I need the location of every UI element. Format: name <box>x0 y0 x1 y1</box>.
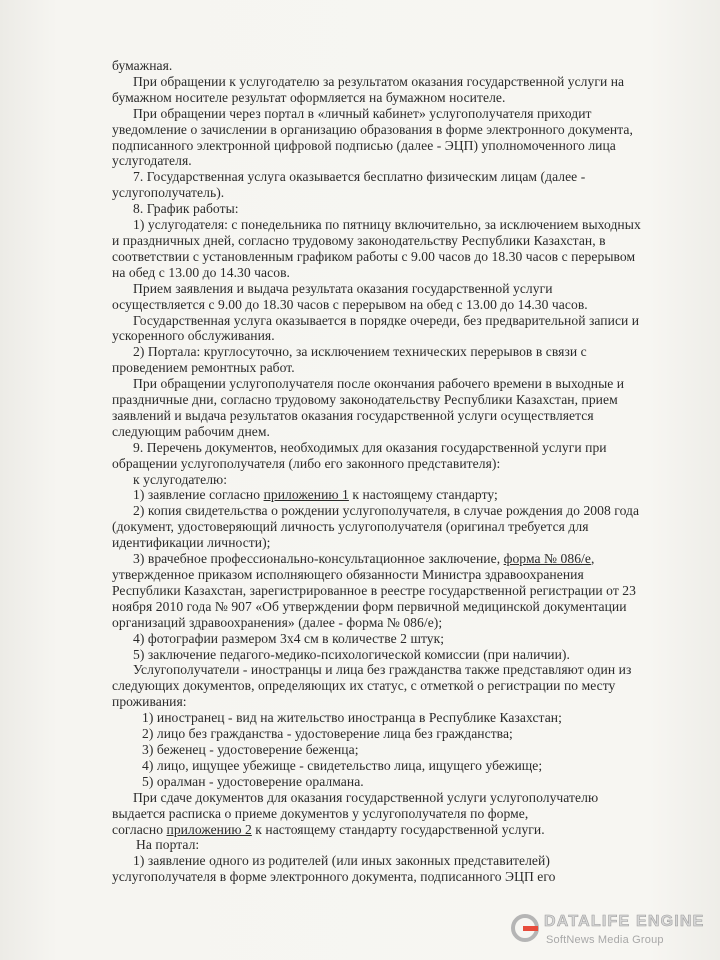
text-line <box>112 822 672 838</box>
text-line <box>112 313 672 329</box>
text-line <box>112 328 672 344</box>
text-line <box>112 297 672 313</box>
line-text: идентификации личности); <box>112 535 271 551</box>
watermark-subtitle: SoftNews Media Group <box>546 934 664 946</box>
text-line <box>112 169 672 185</box>
text-line <box>112 567 672 583</box>
watermark <box>510 905 720 960</box>
text-line <box>112 106 672 122</box>
text-line <box>112 790 672 806</box>
line-text: 2) лицо без гражданства - удостоверение лица без гражданства; <box>142 726 513 742</box>
document-link[interactable]: форма № 086/е <box>503 551 591 567</box>
line-text: и праздничных дней, согласно трудовому законодательству Республики Казахстан, в <box>112 232 606 248</box>
text-line <box>112 487 672 503</box>
line-text: На портал: <box>136 837 200 853</box>
line-text: 1) заявление одного из родителей (или иных законных представителей) <box>133 853 550 869</box>
text-line <box>112 408 672 424</box>
line-text: на обед с 13.00 до 14.30 часов. <box>112 264 290 280</box>
text-line <box>112 774 672 790</box>
line-text: 4) фотографии размером 3х4 см в количестве 2 штук; <box>133 630 445 646</box>
line-text: 8. График работы: <box>133 201 239 217</box>
text-line <box>112 631 672 647</box>
line-text: Государственная услуга оказывается в порядке очереди, без предварительной записи и <box>133 312 640 328</box>
text-line <box>112 265 672 281</box>
line-text: 9. Перечень документов, необходимых для оказания государственной услуги при <box>133 439 607 455</box>
text-line <box>112 440 672 456</box>
line-text: услугополучателя в форме электронного документа, подписанного ЭЦП его <box>112 869 556 885</box>
document-link[interactable]: приложению 1 <box>263 487 349 503</box>
line-text: выдается расписка о приеме документов у услугополучателя по форме, <box>112 805 529 821</box>
line-text-after-link: к настоящему стандарту государственной услуги. <box>251 821 545 837</box>
text-line <box>112 837 672 853</box>
text-line <box>112 424 672 440</box>
text-line <box>112 583 672 599</box>
line-text: проведением ремонтных работ. <box>112 360 295 376</box>
line-text: следующим рабочим днем. <box>112 423 270 439</box>
text-line <box>112 58 672 74</box>
text-line <box>112 551 672 567</box>
text-line <box>112 233 672 249</box>
line-text: заявлений и выдача результатов оказания государственной услуги осуществляется <box>112 407 594 423</box>
text-line <box>112 662 672 678</box>
text-line <box>112 249 672 265</box>
text-line <box>112 456 672 472</box>
text-line <box>112 710 672 726</box>
text-line <box>112 853 672 869</box>
line-text-after-link: , <box>590 551 595 567</box>
line-text: 2) копия свидетельства о рождении услугополучателя, в случае рождения до 2008 года <box>133 503 640 519</box>
line-text: услугополучатель). <box>112 185 225 201</box>
document-body <box>112 58 672 885</box>
text-line <box>112 806 672 822</box>
text-line <box>112 742 672 758</box>
line-text: к услугодателю: <box>133 471 228 487</box>
text-line <box>112 503 672 519</box>
line-text: При обращении через портал в «личный кабинет» услугополучателя приходит <box>133 105 592 121</box>
line-text: уведомление о зачислении в организацию образования в форме электронного документа, <box>112 121 633 137</box>
text-line <box>112 376 672 392</box>
line-text: праздничные дни, согласно трудовому законодательству Республики Казахстан, прием <box>112 392 618 408</box>
line-text: ускоренного обслуживания. <box>112 328 275 344</box>
line-text: следующих документов, определяющих их статус, с отметкой о регистрации по месту <box>112 678 616 694</box>
text-line <box>112 153 672 169</box>
line-text: 1) иностранец - вид на жительство иностранца в Республике Казахстан; <box>142 710 562 726</box>
text-line <box>112 758 672 774</box>
line-text: 3) беженец - удостоверение беженца; <box>142 741 359 757</box>
text-line <box>112 599 672 615</box>
text-line <box>112 217 672 233</box>
text-line <box>112 281 672 297</box>
line-text: При обращении услугополучателя после окончания рабочего времени в выходные и <box>133 376 625 392</box>
text-line <box>112 185 672 201</box>
text-line <box>112 615 672 631</box>
line-text: 3) врачебное профессионально-консультационное заключение, <box>133 551 504 567</box>
line-text: Республики Казахстан, зарегистрированное в реестре государственной регистрации от 23 <box>112 582 636 598</box>
line-text: согласно <box>112 821 167 837</box>
line-text: соответствии с установленным графиком работы с 9.00 часов до 18.30 часов с перерывом <box>112 248 636 264</box>
line-text: 5) заключение педагого-медико-психологической комиссии (при наличии). <box>133 646 570 662</box>
line-text: При обращении к услугодателю за результатом оказания государственной услуги на <box>133 73 625 89</box>
line-text: бумажном носителе результат оформляется на бумажном носителе. <box>112 89 506 105</box>
line-text: организаций здравоохранения» (далее - форма № 086/е); <box>112 614 443 630</box>
line-text: утвержденное приказом исполняющего обязанности Министра здравоохранения <box>112 567 584 582</box>
line-text-after-link: к настоящему стандарту; <box>348 487 498 503</box>
line-text: При сдаче документов для оказания государственной услуги услугополучателю <box>133 789 599 805</box>
line-text: Прием заявления и выдача результата оказания государственной услуги <box>133 280 553 296</box>
line-text: обращении услугополучателя (либо его законного представителя): <box>112 455 501 471</box>
text-line <box>112 201 672 217</box>
text-line <box>112 535 672 551</box>
text-line <box>112 74 672 90</box>
line-text: 2) Портала: круглосуточно, за исключением технических перерывов в связи с <box>133 344 587 360</box>
line-text: подписанного электронной цифровой подписью (далее - ЭЦП) уполномоченного лица <box>112 137 616 153</box>
text-line <box>112 360 672 376</box>
text-line <box>112 647 672 663</box>
text-line <box>112 138 672 154</box>
line-text: осуществляется с 9.00 до 18.30 часов с перерывом на обед с 13.00 до 14.30 часов. <box>112 296 588 312</box>
text-line <box>112 90 672 106</box>
watermark-title: DATALIFE ENGINE <box>544 913 705 930</box>
text-line <box>112 392 672 408</box>
line-text: услугодателя. <box>112 153 192 169</box>
line-text: (документ, удостоверяющий личность услугополучателя (оригинал требуется для <box>112 519 589 535</box>
line-text: 1) услугодателя: с понедельника по пятницу включительно, за исключением выходных <box>133 217 641 233</box>
text-line <box>112 694 672 710</box>
line-text: 7. Государственная услуга оказывается бесплатно физическим лицам (далее - <box>133 169 586 185</box>
line-text: ноября 2010 года № 907 «Об утверждении форм первичной медицинской документации <box>112 598 627 614</box>
line-text: Услугополучатели - иностранцы и лица без гражданства также представляют один из <box>133 662 632 678</box>
text-line <box>112 869 672 885</box>
text-line <box>112 472 672 488</box>
text-line <box>112 678 672 694</box>
text-line <box>112 519 672 535</box>
text-line <box>112 344 672 360</box>
line-text: 1) заявление согласно <box>133 487 264 503</box>
line-text: проживания: <box>112 694 187 710</box>
text-line <box>112 122 672 138</box>
line-text: 5) оралман - удостоверение оралмана. <box>142 773 364 789</box>
dle-logo-icon <box>510 913 540 943</box>
line-text: 4) лицо, ищущее убежище - свидетельство лица, ищущего убежище; <box>142 757 543 773</box>
document-link[interactable]: приложению 2 <box>166 821 252 837</box>
line-text: бумажная. <box>112 58 173 73</box>
text-line <box>112 726 672 742</box>
